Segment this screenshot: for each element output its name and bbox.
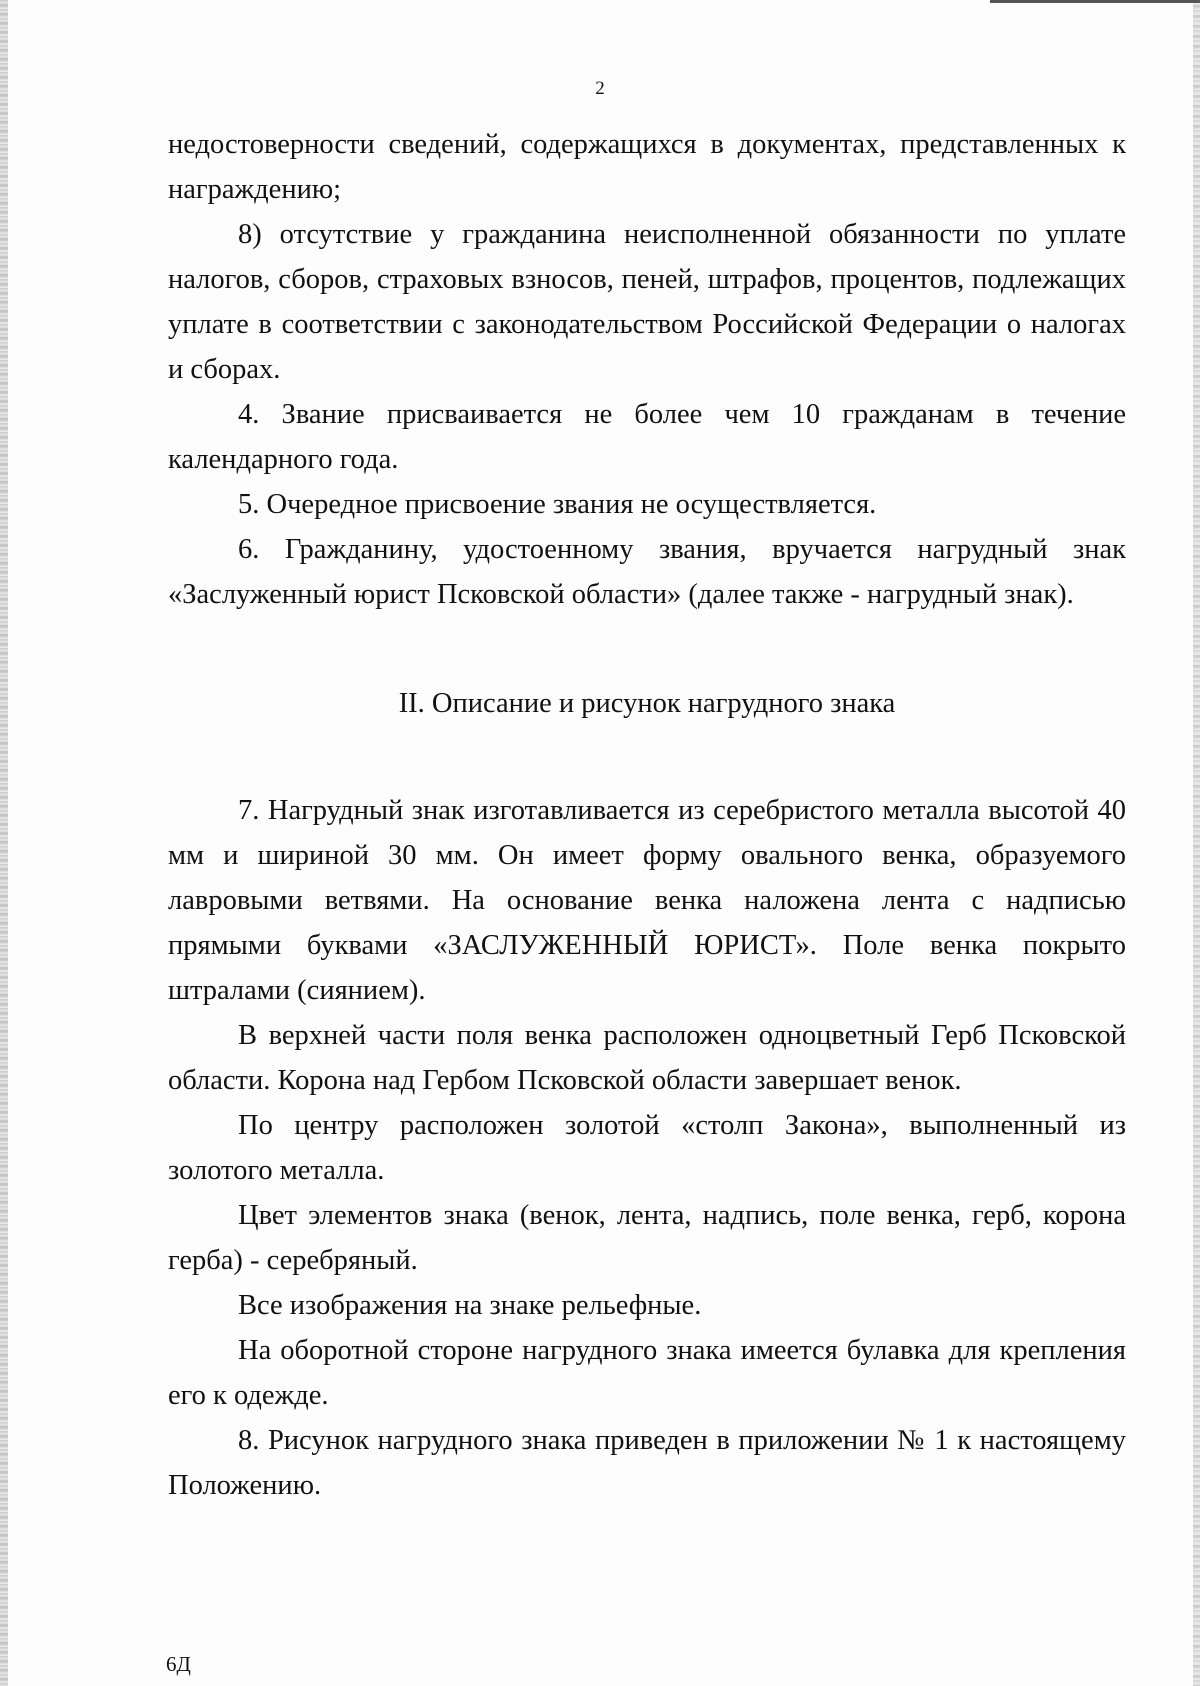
document-body xyxy=(168,122,1126,1508)
paragraph-clause-6: 6. Гражданину, удостоенному звания, вручается нагрудный знак «Заслуженный юрист Псковской области» (далее также - нагрудный знак). xyxy=(168,534,1126,610)
section-heading: II. Описание и рисунок нагрудного знака xyxy=(398,688,896,719)
paragraph-pin: На оборотной стороне нагрудного знака имеется булавка для крепления его к одежде. xyxy=(168,1335,1126,1411)
page-number: 2 xyxy=(595,78,605,99)
paragraph-color: Цвет элементов знака (венок, лента, надпись, поле венка, герб, корона герба) - серебряный. xyxy=(168,1200,1126,1276)
paragraph-clause-8: 8. Рисунок нагрудного знака приведен в приложении № 1 к настоящему Положению. xyxy=(168,1425,1126,1501)
paragraph-relief: Все изображения на знаке рельефные. xyxy=(238,1290,702,1321)
paragraph-clause-5: 5. Очередное присвоение звания не осуществляется. xyxy=(238,489,877,520)
scan-edge-top xyxy=(990,0,1200,3)
paragraph-item-8: 8) отсутствие у гражданина неисполненной обязанности по уплате налогов, сборов, страховых взносов, пеней, штрафов, процентов, подлежащих уплате в соответствии с законодательством Российской Федерации о налогах и сборах. xyxy=(168,219,1126,385)
paragraph-coat-of-arms: В верхней части поля венка расположен одноцветный Герб Псковской области. Корона над Гербом Псковской области завершает венок. xyxy=(168,1020,1126,1096)
scan-edge-right xyxy=(1193,0,1200,1686)
paragraph-clause-7: 7. Нагрудный знак изготавливается из серебристого металла высотой 40 мм и шириной 30 мм. Он имеет форму овального венка, образуемого лавровыми ветвями. На основание венка наложена лента с надписью прямыми буквами «ЗАСЛУЖЕННЫЙ ЮРИСТ». Поле венка покрыто штралами (сиянием). xyxy=(168,795,1126,1006)
paragraph-clause-4: 4. Звание присваивается не более чем 10 гражданам в течение календарного года. xyxy=(168,399,1126,475)
paragraph-continuation: недостоверности сведений, содержащихся в документах, представленных к награждению; xyxy=(168,129,1126,205)
paragraph-pillar: По центру расположен золотой «столп Закона», выполненный из золотого металла. xyxy=(168,1110,1126,1186)
footer-code: 6Д xyxy=(166,1652,191,1676)
scan-edge-left xyxy=(0,0,8,1686)
